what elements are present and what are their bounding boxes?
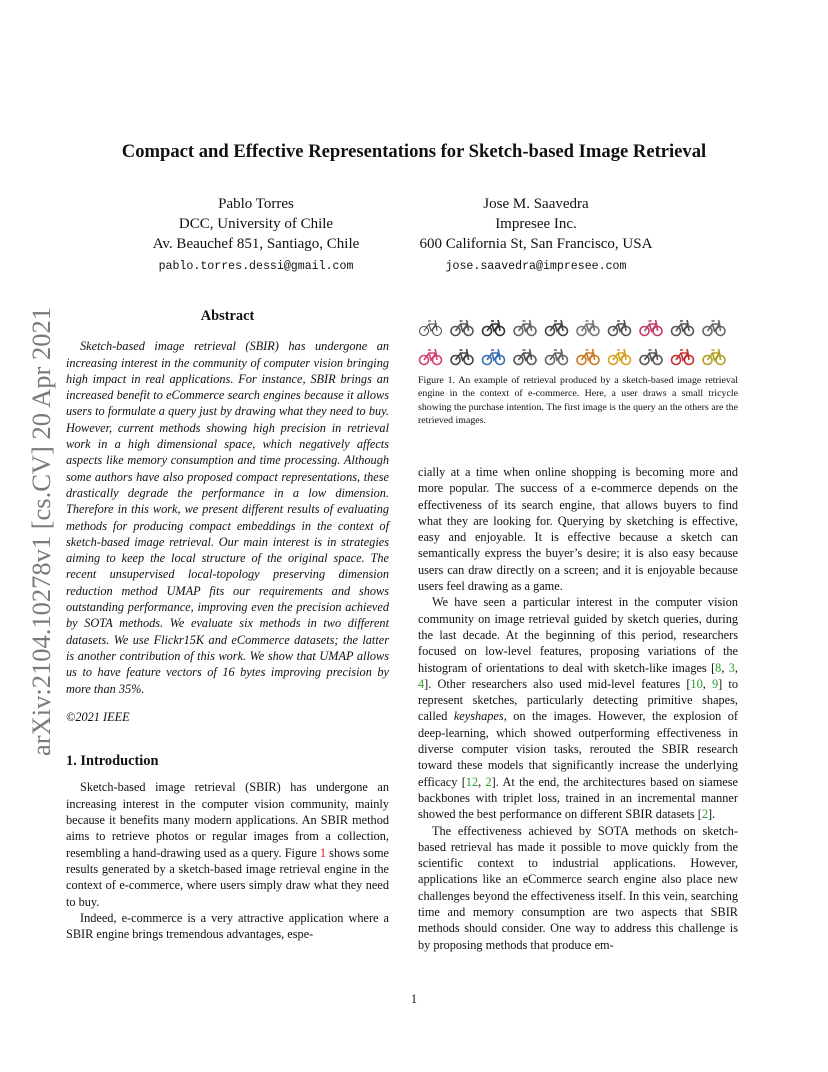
retrieved-bike-thumbnail xyxy=(514,349,536,365)
retrieved-bike-thumbnail xyxy=(546,349,568,365)
retrieved-bike-thumbnail xyxy=(577,349,599,365)
abstract-heading: Abstract xyxy=(200,308,255,324)
text-run: We have seen a particular interest in the computer vision community on image retrieval guided by sketch queries, during the last decade. At the beginning of this period, researchers focused on low-level features, proposing variations of the histogram of orientations to deal with sketch-like images [ xyxy=(418,595,738,675)
retrieved-bike-thumbnail xyxy=(483,349,505,365)
figure-ref-link[interactable]: 1 xyxy=(319,845,327,860)
retrieved-bike-thumbnail xyxy=(703,320,725,336)
citation-link[interactable]: 10 xyxy=(690,676,703,691)
author-block-2 xyxy=(404,194,668,277)
left-column xyxy=(66,308,389,942)
figure-1 xyxy=(418,314,738,428)
abstract-text: Sketch-based image retrieval (SBIR) has undergone an increasing interest in the community of computer vision bringing high impact in real applications. For instance, SBIR brings an increased benefit to eCommerce search engines because it allows users to formulate a query just by drawing what they need to buy. However, current methods showing high precision in retrieval work in a high dimensional space, which negatively affects aspects like memory consumption and time processing. Although some authors have also proposed compact representations, these drastically degrade the performance in a low dimension. Therefore in this work, we present different results of evaluating methods for producing compact embeddings in the context of sketch-based image retrieval. Our main interest is in strategies aiming to keep the local structure of the original space. The recent unsupervised local-topology preserving dimension reduction method UMAP fits our requirements and shows outstanding performance, improving even the precision achieved by SOTA methods. We evaluate six methods in two different datasets. We use Flickr15K and eCommerce datasets; the latter is another contribution of this work. We show that UMAP allows us to have feature vectors of 16 bytes improving precision by more than 35%. xyxy=(66,339,389,696)
citation-link[interactable]: 9 xyxy=(711,676,719,691)
citation-link[interactable]: 2 xyxy=(485,774,492,789)
retrieved-bike-thumbnail xyxy=(672,320,694,336)
arxiv-stamp xyxy=(24,288,64,758)
author-affiliation: DCC, University of Chile xyxy=(178,216,334,232)
text-run: ] to represent sketches, particularly detecting primitive shapes, called xyxy=(418,676,738,724)
section-heading-introduction: 1. Introduction xyxy=(66,753,159,770)
citation-link[interactable]: 8 xyxy=(715,660,722,675)
text-run: ]. At the end, the architectures based on siamese backbones with triplet loss, trained in an incremental manner showed the best performance on different SBIR datasets [ xyxy=(418,774,738,822)
intro-paragraph-1 xyxy=(66,779,389,909)
author-affiliation: Impresee Inc. xyxy=(495,216,577,232)
bike-images xyxy=(418,314,738,370)
text-run: ]. Other researchers also used mid-level features [ xyxy=(424,676,691,691)
author-block-1 xyxy=(136,194,376,277)
intro-paragraph-5: The effectiveness achieved by SOTA methods on sketch-based retrieval has made it possible to move quickly from the scientific context to industrial applications. However, applications like an eCommerce search engine also place new challenges beyond the effectiveness itself. In this vein, searching time and memory consumption are two aspects that SBIR methods should consider. One way to address this challenge is by proposing methods that produce em- xyxy=(418,823,738,952)
retrieved-bike-thumbnail xyxy=(703,349,725,365)
author-address: Av. Beauchef 851, Santiago, Chile xyxy=(152,236,360,252)
arxiv-stamp-text: arXiv:2104.10278v1 [cs.CV] 20 Apr 2021 xyxy=(26,307,56,756)
author-name: Jose M. Saavedra xyxy=(483,196,589,212)
copyright-notice: ©2021 IEEE xyxy=(66,709,130,724)
citation-link[interactable]: 2 xyxy=(701,807,709,822)
retrieved-bike-thumbnail xyxy=(483,320,505,336)
citation-link[interactable]: 4 xyxy=(418,676,425,691)
retrieved-bike-thumbnail xyxy=(640,320,662,336)
text-run: Sketch-based image retrieval (SBIR) has undergone an increasing interest in the computer vision community, mainly because it benefits many modern applications. An SBIR method aims to retrieve photos or regular images from a collection, resembling a hand-drawing used as a query. Figure xyxy=(66,780,389,860)
keyshapes-term: keyshapes xyxy=(453,709,504,724)
retrieved-bike-thumbnail xyxy=(609,320,631,336)
author-address: 600 California St, San Francisco, USA xyxy=(419,236,653,252)
retrieved-bike-thumbnail xyxy=(577,320,599,336)
retrieved-bike-thumbnail xyxy=(514,320,536,336)
text-run: , on the images. However, the explosion of deep-learning, which showed outperforming effectiveness in diverse computer vision tasks, rerouted the SBIR research toward these models that significantly increase the underlying efficacy [ xyxy=(418,709,738,789)
retrieved-bike-thumbnail xyxy=(609,349,631,365)
retrieved-bike-thumbnail xyxy=(451,320,473,336)
figure-caption: Figure 1. An example of retrieval produced by a sketch-based image retrieval engine in the context of e-commerce. Here, a user draws a small tricycle showing the purchase intention. The first image is the query an the others are the retrieved images. xyxy=(418,375,738,427)
retrieved-bike-thumbnail xyxy=(420,349,442,365)
intro-paragraph-4: We have seen a particular interest in the computer vision community on image retrieval guided by sketch queries, during the last decade. At the beginning of this period, researchers focused on low-level features, proposing variations of the histogram of orientations to deal with sketch-like images [8, 3, 4]. Other researchers also used mid-level features [10, 9] to represent sketches, particularly detecting primitive shapes, called keyshapes, on the images. However, the explosion of deep-learning, which showed outperforming effectiveness in diverse computer vision tasks, rerouted the SBIR research toward these models that significantly increase the underlying efficacy [12, 2]. At the end, the architectures based on siamese backbones with triplet loss, trained in an incremental manner showed the best performance on different SBIR datasets [2]. xyxy=(418,595,738,822)
retrieval-results-strip xyxy=(418,314,738,370)
author-name: Pablo Torres xyxy=(218,196,294,212)
paper-title: Compact and Effective Representations for Sketch-based Image Retrieval xyxy=(121,141,707,162)
retrieved-bike-thumbnail xyxy=(640,349,662,365)
retrieved-bike-thumbnail xyxy=(546,320,568,336)
retrieved-bike-thumbnail xyxy=(672,349,694,365)
text-run: ]. xyxy=(708,807,716,822)
query-sketch-thumbnail xyxy=(420,320,442,336)
text-run: shows some results generated by a sketch-based image retrieval engine in the context of e-commerce, where users simply draw what they need to buy. xyxy=(66,845,389,909)
page-number: 1 xyxy=(410,992,418,1006)
citation-link[interactable]: 3 xyxy=(728,660,735,675)
citation-link[interactable]: 12 xyxy=(465,774,479,789)
author-email[interactable]: pablo.torres.dessi@gmail.com xyxy=(158,260,354,273)
retrieved-bike-thumbnail xyxy=(451,349,473,365)
intro-paragraph-2: Indeed, e-commerce is a very attractive application where a SBIR engine brings tremendous advantages, espe- xyxy=(66,910,389,942)
author-email[interactable]: jose.saavedra@impresee.com xyxy=(445,260,627,273)
right-column xyxy=(418,464,738,953)
intro-paragraph-3: cially at a time when online shopping is becoming more and more popular. The success of a e-commerce depends on the effectiveness of its search engine, that allows buyers to find what they are looking for. Querying by sketching is effective, easy and enjoyable. It is effective because a sketch can semantically express the buyer’s desire; it is also easy because users can draw directly on a screen; and it is enjoyable because users feel drawing as a game. xyxy=(418,465,738,594)
